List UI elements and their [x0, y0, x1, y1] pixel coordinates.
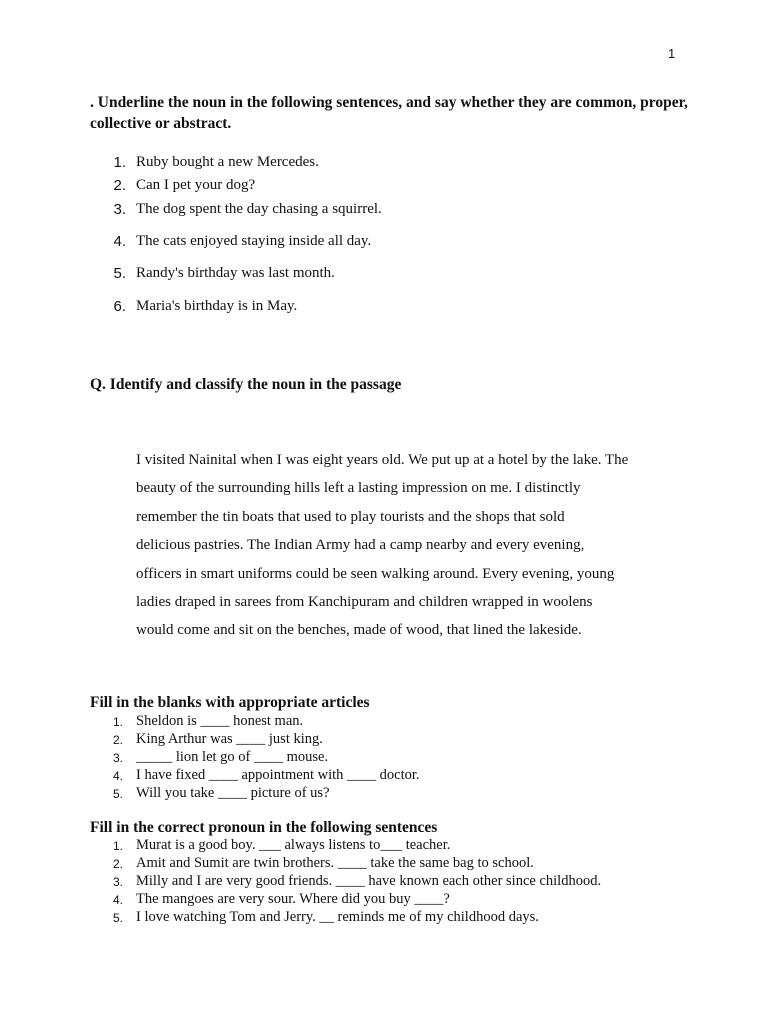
list-item-number: 3. — [113, 201, 126, 218]
passage-line: remember the tin boats that used to play tourists and the shops that sold — [136, 508, 565, 525]
passage-line: beauty of the surrounding hills left a lasting impression on me. I distinctly — [136, 480, 581, 497]
passage — [136, 446, 696, 645]
section1-heading: . Underline the noun in the following sentences, and say whether they are common, proper, collective or abstract. — [90, 94, 688, 132]
list-item-number: 6. — [113, 298, 126, 315]
list-item-number: 4. — [113, 233, 126, 250]
list-item-text: The dog spent the day chasing a squirrel. — [136, 201, 382, 217]
list-item-number: 5. — [113, 911, 124, 925]
list-item-text: I love watching Tom and Jerry. __ reminds me of my childhood days. — [136, 909, 539, 925]
list-item-text: Can I pet your dog? — [136, 177, 256, 193]
list-item-text: I have fixed ____ appointment with ____ doctor. — [136, 767, 420, 783]
list-item-number: 3. — [113, 751, 124, 765]
list-item-number: 1. — [113, 839, 124, 853]
list-item-text: The cats enjoyed staying inside all day. — [136, 233, 372, 249]
passage-line: I visited Nainital when I was eight years old. We put up at a hotel by the lake. The — [136, 452, 629, 468]
passage-line: delicious pastries. The Indian Army had a camp nearby and every evening, — [136, 537, 585, 554]
list-item-number: 2. — [113, 857, 124, 871]
list-item-text: Milly and I are very good friends. ____ have known each other since childhood. — [136, 873, 602, 889]
list-item-text: _____ lion let go of ____ mouse. — [136, 749, 329, 765]
list-item-text: Sheldon is ____ honest man. — [136, 713, 304, 729]
passage-line: would come and sit on the benches, made of wood, that lined the lakeside. — [136, 622, 582, 639]
list-item-text: The mangoes are very sour. Where did you buy ____? — [136, 891, 450, 907]
list-item-number: 4. — [113, 893, 124, 907]
list-item-number: 2. — [113, 733, 124, 747]
list-item-number: 1. — [113, 154, 126, 171]
passage-line: officers in smart uniforms could be seen walking around. Every evening, young — [136, 565, 615, 582]
list-item-text: King Arthur was ____ just king. — [136, 731, 323, 747]
section2-heading: Q. Identify and classify the noun in the passage — [90, 376, 402, 393]
list-item-number: 2. — [113, 177, 126, 194]
page-number: 1 — [668, 46, 676, 61]
list-item-number: 5. — [113, 787, 124, 801]
list-item-text: Maria's birthday is in May. — [136, 298, 298, 314]
list-item-number: 4. — [113, 769, 124, 783]
list-item-number: 1. — [113, 715, 124, 729]
list-item-text: Murat is a good boy. ___ always listens to___ teacher. — [136, 837, 451, 853]
section3-heading: Fill in the blanks with appropriate articles — [90, 694, 370, 711]
list-item-text: Will you take ____ picture of us? — [136, 785, 330, 801]
list-item-text: Randy's birthday was last month. — [136, 265, 335, 281]
list-item-text: Amit and Sumit are twin brothers. ____ take the same bag to school. — [136, 855, 534, 871]
list-item-number: 5. — [113, 265, 126, 282]
list-item-text: Ruby bought a new Mercedes. — [136, 154, 319, 170]
passage-line: ladies draped in sarees from Kanchipuram and children wrapped in woolens — [136, 594, 593, 611]
section4-heading: Fill in the correct pronoun in the following sentences — [90, 819, 438, 836]
list-item-number: 3. — [113, 875, 124, 889]
